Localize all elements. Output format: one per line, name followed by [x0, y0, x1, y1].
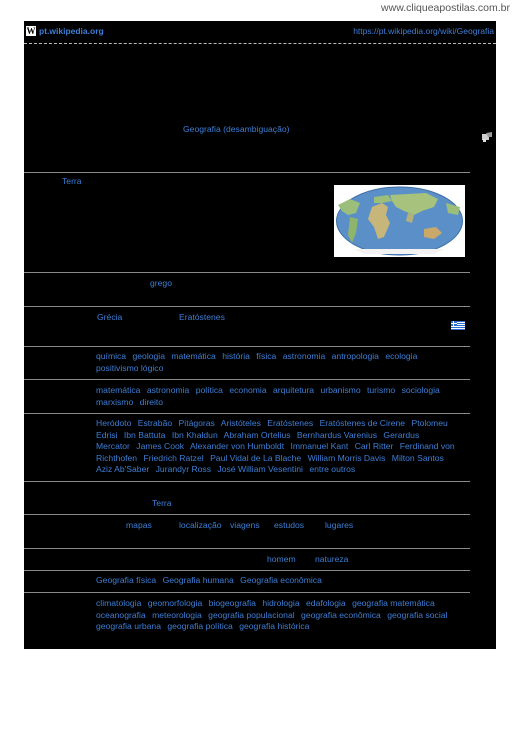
divider	[24, 481, 470, 482]
divider	[24, 514, 470, 515]
link-bernhardus-varenius[interactable]: Bernhardus Varenius	[296, 429, 378, 440]
link-ecologia[interactable]: ecologia	[385, 351, 418, 361]
link-geomorfologia[interactable]: geomorfologia	[147, 598, 203, 608]
link-geografia-economica[interactable]: Geografia econômica	[240, 575, 322, 585]
divider	[24, 172, 470, 173]
terra-link-2[interactable]: Terra	[152, 498, 172, 508]
link-eratostenes-de-cirene[interactable]: Eratóstenes de Cirene	[319, 418, 406, 428]
link-meteorologia[interactable]: meteorologia	[152, 609, 202, 620]
link-climatologia[interactable]: climatologia	[96, 598, 142, 608]
link-antropologia[interactable]: antropologia	[331, 351, 379, 361]
link-ptolomeu[interactable]: Ptolomeu	[411, 418, 448, 428]
related-sciences-list	[96, 351, 462, 374]
link-positivismo-logico[interactable]: positivismo lógico	[96, 362, 164, 373]
link-urbanismo[interactable]: urbanismo	[320, 385, 361, 395]
link-abraham-ortelius[interactable]: Abraham Ortelius	[223, 429, 291, 440]
link-milton-santos[interactable]: Milton Santos	[391, 452, 444, 463]
link-arquitetura[interactable]: arquitetura	[273, 385, 315, 395]
link-aziz-absaber[interactable]: Aziz Ab'Saber	[96, 464, 150, 474]
link-localizacao[interactable]: localização	[179, 520, 222, 530]
link-carl-ritter[interactable]: Carl Ritter	[354, 441, 394, 451]
grecia-link[interactable]: Grécia	[97, 312, 123, 322]
link-james-cook[interactable]: James Cook	[136, 441, 185, 451]
link-biogeografia[interactable]: biogeografia	[208, 598, 256, 608]
divider	[24, 570, 470, 571]
branches-list	[96, 575, 462, 587]
link-gerardus-mercator[interactable]: Gerardus Mercator	[96, 429, 420, 451]
link-estudos[interactable]: estudos	[274, 520, 305, 530]
link-geografia-politica[interactable]: geografia política	[167, 621, 233, 631]
page-scan	[24, 21, 496, 649]
world-map-icon	[334, 185, 465, 257]
link-geografia-populacional[interactable]: geografia populacional	[208, 609, 295, 620]
divider	[24, 346, 470, 347]
natureza-link[interactable]: natureza	[315, 554, 349, 564]
link-geografia-fisica[interactable]: Geografia física	[96, 575, 157, 585]
header-bar	[24, 21, 496, 43]
link-immanuel-kant[interactable]: Immanuel Kant	[290, 441, 349, 451]
link-herodoto[interactable]: Heródoto	[96, 418, 132, 428]
disambiguation-link[interactable]: Geografia (desambiguação)	[183, 124, 290, 134]
divider	[24, 548, 470, 549]
link-marxismo[interactable]: marxismo	[96, 396, 134, 407]
link-entre-outros[interactable]: entre outros	[309, 464, 356, 474]
link-astronomia[interactable]: astronomia	[282, 351, 326, 361]
eratostenes-link[interactable]: Eratóstenes	[179, 312, 225, 322]
page-url[interactable]: https://pt.wikipedia.org/wiki/Geografia	[353, 26, 494, 36]
divider	[24, 379, 470, 380]
link-politica[interactable]: política	[195, 385, 223, 395]
divider	[24, 592, 470, 593]
greece-flag-icon	[451, 321, 465, 330]
link-aristoteles[interactable]: Aristóteles	[220, 418, 261, 428]
wikipedia-logo-icon: W	[26, 26, 36, 36]
link-eratostenes-2[interactable]: Eratóstenes	[267, 418, 314, 428]
link-mapas[interactable]: mapas	[126, 520, 152, 530]
link-ibn-battuta[interactable]: Ibn Battuta	[123, 429, 166, 440]
link-jurandyr-ross[interactable]: Jurandyr Ross	[155, 464, 212, 474]
divider	[24, 413, 470, 414]
link-hidrologia[interactable]: hidrologia	[262, 598, 300, 608]
divider	[24, 272, 470, 273]
link-lugares[interactable]: lugares	[325, 520, 354, 530]
link-geografia-economica-2[interactable]: geografia econômica	[301, 609, 381, 620]
watermark: www.cliqueapostilas.com.br	[381, 2, 510, 14]
grego-link[interactable]: grego	[150, 278, 172, 288]
link-pitagoras[interactable]: Pitágoras	[178, 418, 215, 428]
infobox	[24, 51, 470, 649]
link-geografia-matematica[interactable]: geografia matemática	[352, 598, 435, 608]
link-sociologia[interactable]: sociologia	[401, 385, 440, 395]
link-quimica[interactable]: química	[96, 351, 127, 361]
site-domain[interactable]: pt.wikipedia.org	[39, 26, 104, 36]
link-oceanografia[interactable]: oceanografia	[96, 609, 146, 620]
link-william-morris-davis[interactable]: William Morris Davis	[307, 452, 386, 463]
link-geografia-social[interactable]: geografia social	[387, 609, 448, 620]
link-geografia-historica[interactable]: geografia histórica	[239, 621, 310, 631]
divider	[24, 306, 470, 307]
world-map-image[interactable]	[334, 185, 465, 257]
link-viagens[interactable]: viagens	[230, 520, 260, 530]
link-economia[interactable]: economia	[229, 385, 267, 395]
influences-list	[96, 385, 462, 408]
link-matematica-2[interactable]: matemática	[96, 385, 141, 395]
link-matematica[interactable]: matemática	[171, 351, 216, 361]
link-ibn-khaldun[interactable]: Ibn Khaldun	[171, 429, 218, 440]
link-friedrich-ratzel[interactable]: Friedrich Ratzel	[143, 452, 204, 463]
link-geografia-urbana[interactable]: geografia urbana	[96, 621, 161, 631]
edit-icon[interactable]	[481, 131, 493, 143]
link-alexander-von-humboldt[interactable]: Alexander von Humboldt	[189, 441, 285, 451]
link-geologia[interactable]: geologia	[132, 351, 165, 361]
link-edrisi[interactable]: Edrisi	[96, 429, 118, 440]
link-jose-william-vesentini[interactable]: José William Vesentini	[217, 464, 303, 474]
homem-link[interactable]: homem	[267, 554, 296, 564]
link-paul-vidal-de-la-blache[interactable]: Paul Vidal de La Blache	[210, 452, 302, 463]
link-turismo[interactable]: turismo	[367, 385, 396, 395]
link-historia[interactable]: história	[222, 351, 250, 361]
link-estrabao[interactable]: Estrabão	[137, 418, 173, 428]
subfields-list	[96, 598, 466, 633]
link-direito[interactable]: direito	[139, 396, 164, 407]
terra-link[interactable]: Terra	[62, 176, 82, 186]
link-geografia-humana[interactable]: Geografia humana	[162, 575, 234, 585]
link-fisica[interactable]: física	[256, 351, 277, 361]
link-astronomia-2[interactable]: astronomia	[146, 385, 190, 395]
geographers-list	[96, 418, 458, 476]
link-edafologia[interactable]: edafologia	[306, 598, 346, 608]
link-ferdinand-von-richthofen[interactable]: Ferdinand von Richthofen	[96, 441, 455, 463]
header-divider	[24, 43, 496, 44]
